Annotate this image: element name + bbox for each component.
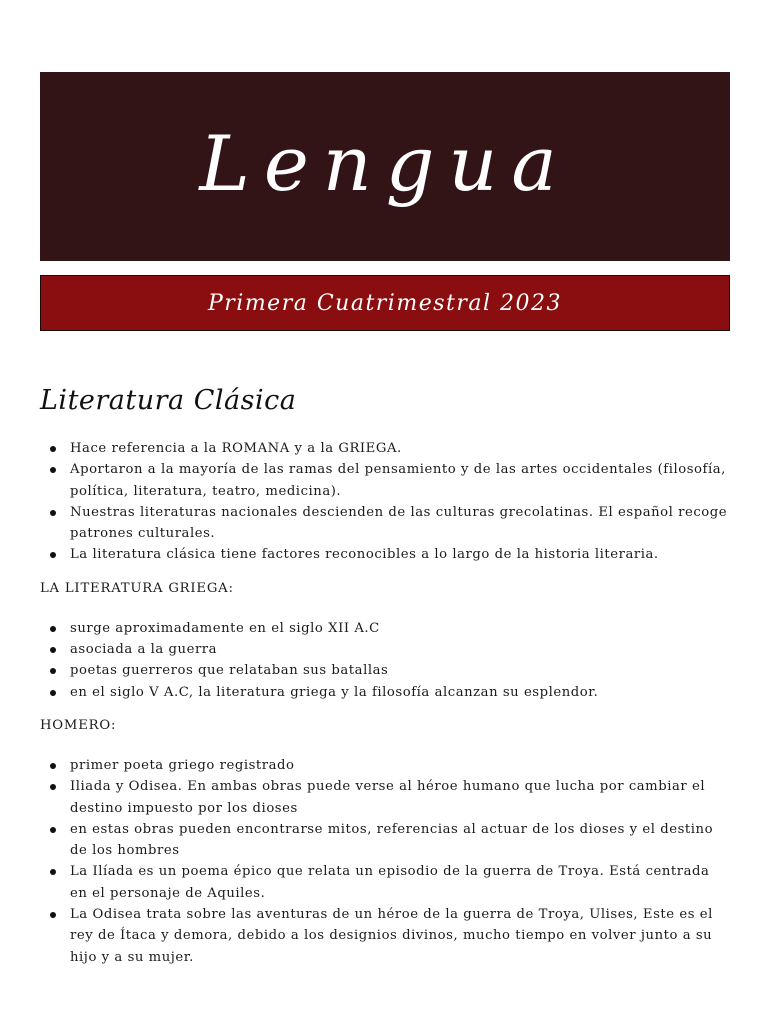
list-item: en el siglo V A.C, la literatura griega y la filosofía alcanzan su esplendor. (40, 682, 730, 703)
homer-heading: HOMERO: (40, 717, 117, 733)
page-title: Lengua (199, 119, 571, 208)
list-item: poetas guerreros que relataban sus batallas (40, 660, 730, 681)
list-item: Nuestras literaturas nacionales descienden de las culturas grecolatinas. El español recoge patrones culturales. (40, 502, 730, 545)
list-item: Hace referencia a la ROMANA y a la GRIEGA. (40, 438, 730, 459)
greek-heading: LA LITERATURA GRIEGA: (40, 580, 234, 596)
list-item: Aportaron a la mayoría de las ramas del pensamiento y de las artes occidentales (filosofía, política, literatura, teatro, medicina). (40, 459, 730, 502)
list-item: Iliada y Odisea. En ambas obras puede verse al héroe humano que lucha por cambiar el destino impuesto por los dioses (40, 776, 730, 819)
greek-list (40, 618, 730, 703)
title-banner (40, 72, 730, 261)
list-item: surge aproximadamente en el siglo XII A.C (40, 618, 730, 639)
document-body (40, 385, 730, 968)
list-item: primer poeta griego registrado (40, 755, 730, 776)
list-item: en estas obras pueden encontrarse mitos, referencias al actuar de los dioses y el destino de los hombres (40, 819, 730, 862)
list-item: La Odisea trata sobre las aventuras de un héroe de la guerra de Troya, Ulises, Este es el rey de Ítaca y demora, debido a los designios divinos, mucho tiempo en volver junto a su hijo y a su mujer. (40, 904, 730, 968)
intro-list (40, 438, 730, 566)
list-item: La literatura clásica tiene factores reconocibles a lo largo de la historia literaria. (40, 544, 730, 565)
list-item: La Ilíada es un poema épico que relata un episodio de la guerra de Troya. Está centrada en el personaje de Aquiles. (40, 861, 730, 904)
page-subtitle: Primera Cuatrimestral 2023 (207, 290, 563, 316)
section-title: Literatura Clásica (40, 385, 297, 416)
homer-list (40, 755, 730, 968)
subtitle-banner (40, 275, 730, 331)
list-item: asociada a la guerra (40, 639, 730, 660)
